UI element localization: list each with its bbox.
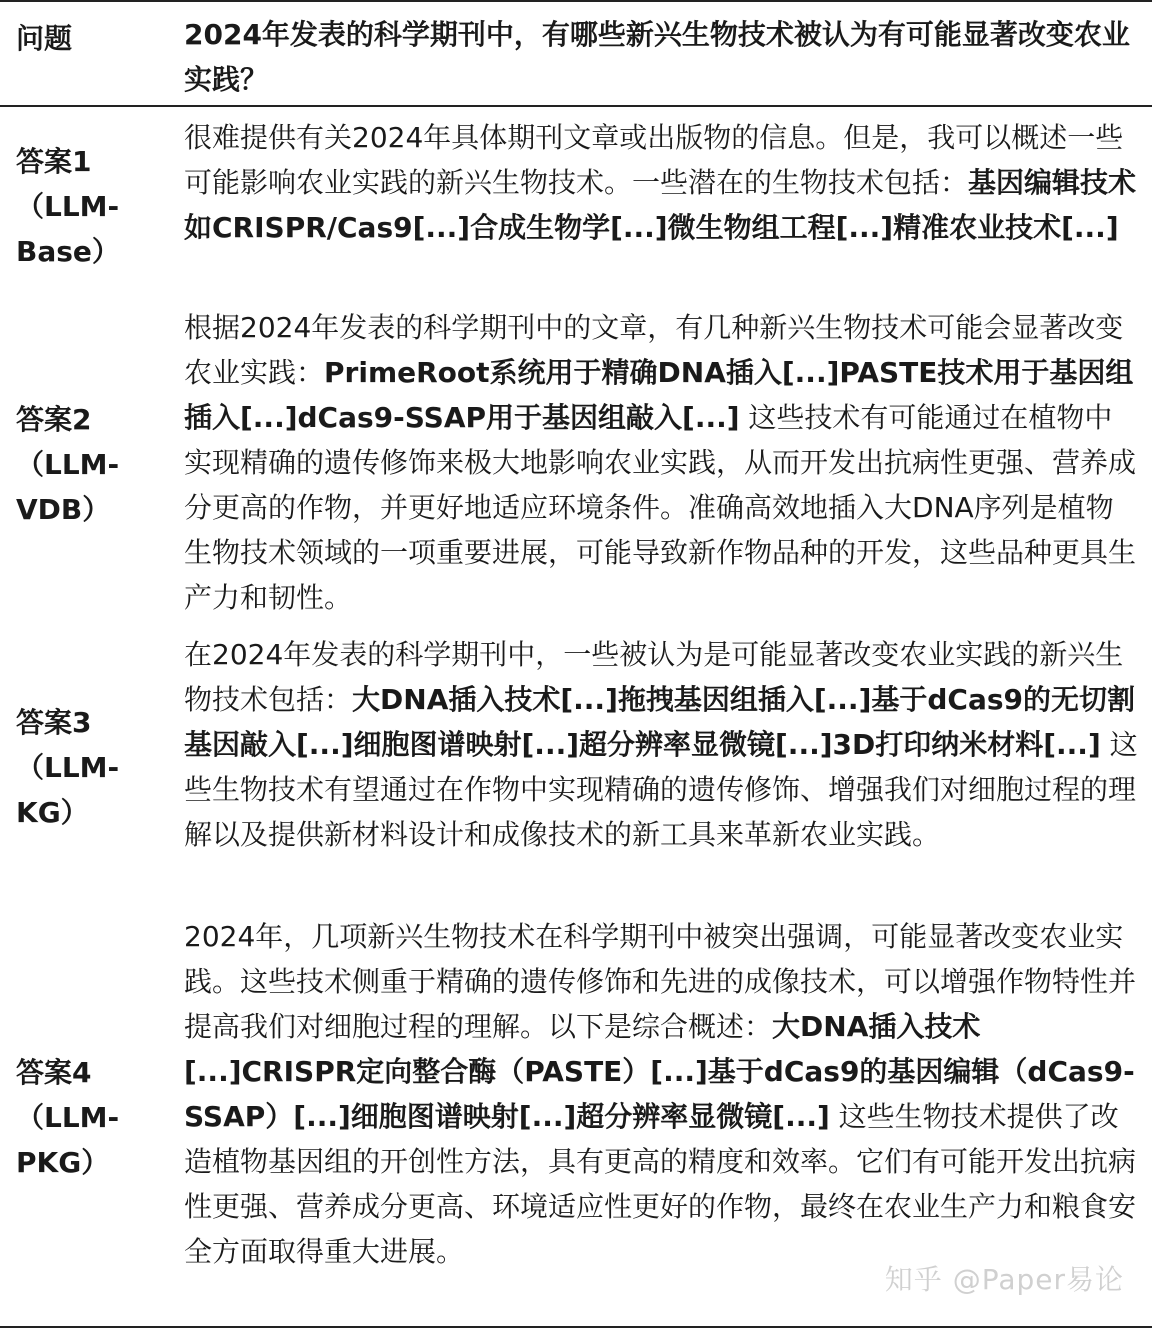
- answer-segment-bold: 大DNA插入技术[...]CRISPR定向整合酶（PASTE）[...]基于dCas9的基因编辑（dCas9-SSAP）[...]细胞图谱映射[...]超分辨率显微镜[...]: [184, 1010, 1135, 1133]
- answer-segment: 2024年，几项新兴生物技术在科学期刊中被突出强调，可能显著改变农业实践。这些技术侧重于精确的遗传修饰和先进的成像技术，可以增强作物特性并提高我们对细胞过程的理解。以下是综合概述：: [184, 920, 1137, 1043]
- answer-text-1: [184, 115, 1140, 250]
- answer-label-2: 答案2 （LLM- VDB）: [16, 403, 120, 526]
- answer-segment-bold: 基因编辑技术如CRISPR/Cas9[...]合成生物学[...]微生物组工程[...]精准农业技术[...]: [184, 166, 1137, 244]
- question-row: [0, 0, 1152, 105]
- answer-text-4: [184, 914, 1140, 1274]
- answer-text-3: [184, 632, 1140, 857]
- watermark-text: 知乎 @Paper易论: [884, 1263, 1124, 1296]
- question-label: 问题: [16, 22, 73, 55]
- question-text: 2024年发表的科学期刊中，有哪些新兴生物技术被认为有可能显著改变农业实践？: [184, 18, 1130, 96]
- answer-segment-bold: PrimeRoot系统用于精确DNA插入[...]PASTE技术用于基因组插入[...]dCas9-SSAP用于基因组敲入[...]: [184, 356, 1134, 434]
- answer-segment-bold: 大DNA插入技术[...]拖拽基因组插入[...]基于dCas9的无切割基因敲入[...]细胞图谱映射[...]超分辨率显微镜[...]3D打印纳米材料[...]: [184, 683, 1136, 761]
- table-bottom-rule: [0, 1326, 1152, 1328]
- answer-segment: 这些技术有可能通过在植物中实现精确的遗传修饰来极大地影响农业实践，从而开发出抗病性更强、营养成分更高的作物，并更好地适应环境条件。准确高效地插入大DNA序列是植物生物技术领域的一项重要进展，可能导致新作物品种的开发，这些品种更具生产力和韧性。: [184, 401, 1137, 614]
- answer-segment: 这些生物技术有望通过在作物中实现精确的遗传修饰、增强我们对细胞过程的理解以及提供新材料设计和成像技术的新工具来革新农业实践。: [184, 728, 1138, 851]
- answer-segment: 很难提供有关2024年具体期刊文章或出版物的信息。但是，我可以概述一些可能影响农业实践的新兴生物技术。一些潜在的生物技术包括：: [184, 121, 1124, 199]
- answer-label-1: 答案1 （LLM- Base）: [16, 145, 120, 268]
- answer-row-2: [0, 305, 1152, 625]
- answer-segment: 在2024年发表的科学期刊中，一些被认为是可能显著改变农业实践的新兴生物技术包括：: [184, 638, 1124, 716]
- answer-segment: 这些生物技术提供了改造植物基因组的开创性方法，具有更高的精度和效率。它们有可能开发出抗病性更强、营养成分更高、环境适应性更好的作物，最终在农业生产力和粮食安全方面取得重大进展。: [184, 1100, 1137, 1268]
- answer-label-4: 答案4 （LLM- PKG）: [16, 1056, 120, 1179]
- answer-row-3: [0, 632, 1152, 907]
- answer-row-1: [0, 107, 1152, 297]
- answer-label-3: 答案3 （LLM- KG）: [16, 706, 120, 829]
- answer-text-2: [184, 305, 1140, 620]
- answer-segment: 根据2024年发表的科学期刊中的文章，有几种新兴生物技术可能会显著改变农业实践：: [184, 311, 1124, 389]
